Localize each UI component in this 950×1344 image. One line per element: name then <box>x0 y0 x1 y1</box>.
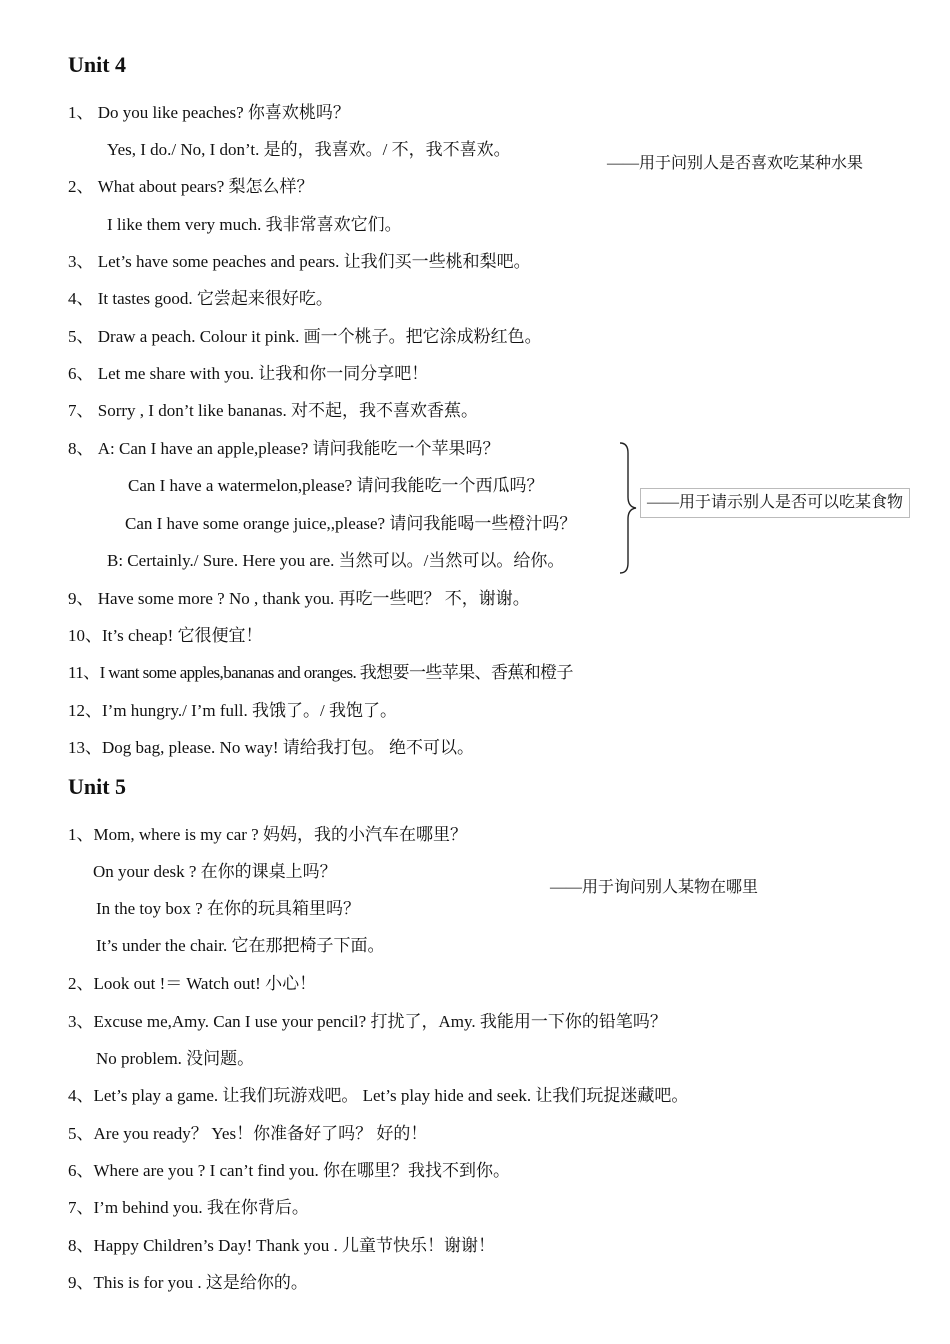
unit4-line-3: 3、 Let’s have some peaches and pears. 让我们买一些桃和梨吧。 <box>68 252 531 271</box>
unit5-line-9: 9、This is for you . 这是给你的。 <box>68 1273 308 1292</box>
unit4-line-10: 10、It’s cheap! 它很便宜！ <box>68 626 263 645</box>
unit5-line-1b: On your desk ? 在你的课桌上吗？ <box>93 862 337 881</box>
unit5-line-1d: It’s under the chair. 它在那把椅子下面。 <box>96 936 385 955</box>
unit4-line-1: 1、 Do you like peaches? 你喜欢桃吗？ <box>68 103 350 122</box>
unit4-line-9: 9、 Have some more ? No , thank you. 再吃一些吧？ 不，谢谢。 <box>68 589 530 608</box>
unit4-heading: Unit 4 <box>68 52 127 77</box>
unit5-line-4: 4、Let’s play a game. 让我们玩游戏吧。 Let’s play hide and seek. 让我们玩捉迷藏吧。 <box>68 1086 689 1105</box>
unit4-line-6: 6、 Let me share with you. 让我和你一同分享吧！ <box>68 364 429 383</box>
unit4-line-8b: Can I have a watermelon,please? 请问我能吃一个西瓜吗？ <box>128 476 544 495</box>
unit5-line-7: 7、I’m behind you. 我在你背后。 <box>68 1198 309 1217</box>
unit5-line-2: 2、Look out !＝ Watch out! 小心！ <box>68 974 317 993</box>
unit5-line-5: 5、Are you ready？ Yes！你准备好了吗？ 好的！ <box>68 1124 428 1143</box>
unit5-heading: Unit 5 <box>68 774 127 799</box>
unit4-line-8a: 8、 A: Can I have an apple,please? 请问我能吃一个苹果吗？ <box>68 439 500 458</box>
unit4-line-4: 4、 It tastes good. 它尝起来很好吃。 <box>68 289 333 308</box>
note-food: ——用于请示别人是否可以吃某食物 <box>640 488 910 518</box>
unit5-line-3: 3、Excuse me,Amy. Can I use your pencil? 打扰了，Amy. 我能用一下你的铅笔吗？ <box>68 1012 667 1031</box>
unit4-line-7: 7、 Sorry , I don’t like bananas. 对不起，我不喜欢香蕉。 <box>68 401 479 420</box>
right-brace <box>618 441 640 575</box>
unit4-line-13: 13、Dog bag, please. No way! 请给我打包。 绝不可以。 <box>68 738 475 757</box>
unit5-line-1: 1、Mom, where is my car ? 妈妈，我的小汽车在哪里？ <box>68 825 467 844</box>
unit4-line-2-answer: I like them very much. 我非常喜欢它们。 <box>107 215 402 234</box>
unit4-line-1-answer: Yes, I do./ No, I don’t. 是的，我喜欢。/ 不，我不喜欢。 <box>107 140 511 159</box>
unit4-line-12: 12、I’m hungry./ I’m full. 我饿了。/ 我饱了。 <box>68 701 397 720</box>
unit5-line-6: 6、Where are you ? I can’t find you. 你在哪里？我找不到你。 <box>68 1161 511 1180</box>
unit4-line-11: 11、I want some apples,bananas and oranges. 我想要一些苹果、香蕉和橙子 <box>68 663 573 682</box>
unit4-line-5: 5、 Draw a peach. Colour it pink. 画一个桃子。把它涂成粉红色。 <box>68 327 542 346</box>
unit4-line-8d: B: Certainly./ Sure. Here you are. 当然可以。/当然可以。给你。 <box>107 551 565 570</box>
unit4-line-8c: Can I have some orange juice,,please? 请问我能喝一些橙汁吗？ <box>125 514 577 533</box>
unit5-line-3b: No problem. 没问题。 <box>96 1049 255 1068</box>
note-fruit: ——用于问别人是否喜欢吃某种水果 <box>607 155 864 172</box>
unit5-line-8: 8、Happy Children’s Day! Thank you . 儿童节快乐！谢谢！ <box>68 1236 496 1255</box>
note-where: ——用于询问别人某物在哪里 <box>550 879 759 896</box>
unit5-line-1c: In the toy box ? 在你的玩具箱里吗？ <box>96 899 360 918</box>
unit4-line-2: 2、 What about pears? 梨怎么样？ <box>68 177 314 196</box>
